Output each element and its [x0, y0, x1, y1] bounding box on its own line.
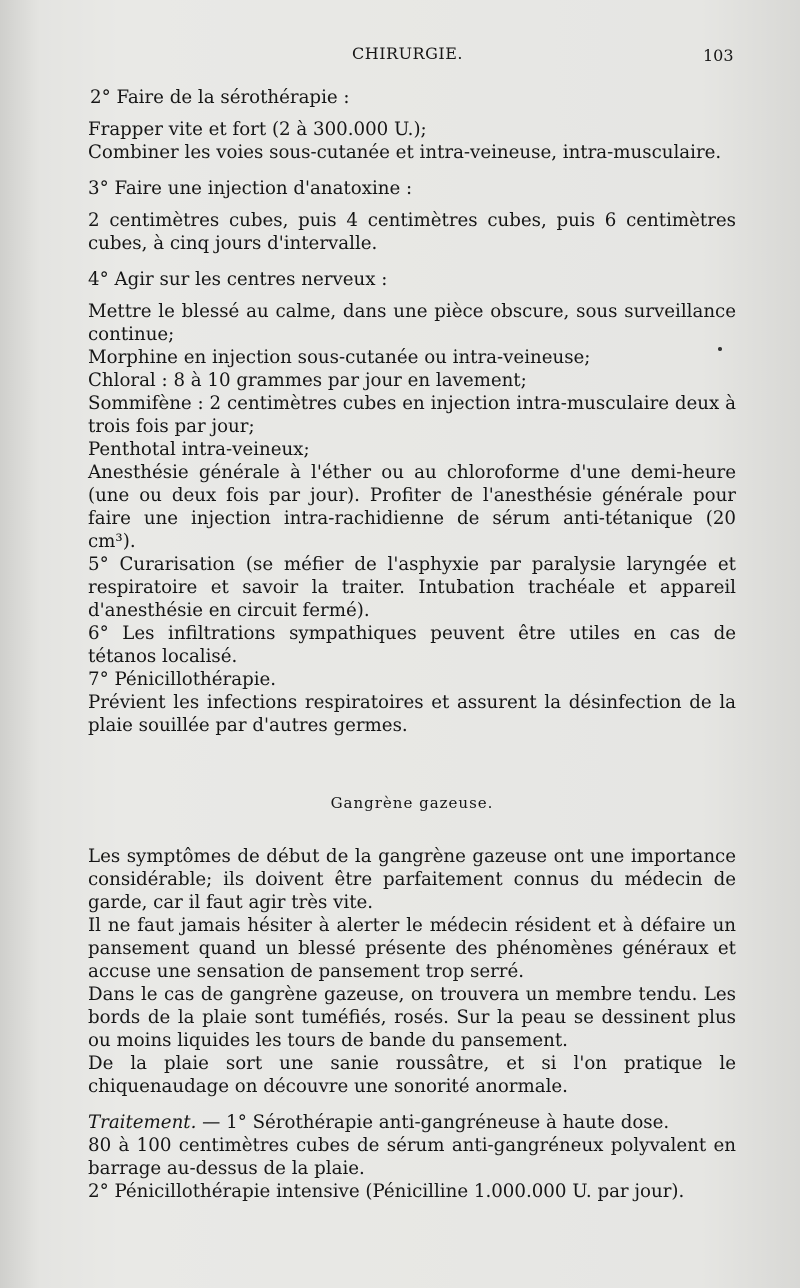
- paragraph: Morphine en injection sous-cutanée ou intra-veineuse;: [88, 347, 591, 368]
- item-6-paragraph: 6° Les infiltrations sympathiques peuvent être utiles en cas de tétanos localisé.: [88, 623, 736, 667]
- paragraph: 2 centimètres cubes, puis 4 centimètres cubes, puis 6 centimètres cubes, à cinq jours d'intervalle.: [88, 210, 736, 254]
- treatment-paragraph: [88, 1111, 736, 1134]
- paragraph: 80 à 100 centimètres cubes de sérum anti-gangréneux polyvalent en barrage au-dessus de la plaie.: [88, 1135, 736, 1179]
- treatment-label: Traitement.: [88, 1112, 197, 1133]
- paragraph: Anesthésie générale à l'éther ou au chloroforme d'une demi-heure (une ou deux fois par jour). Profiter de l'anesthésie générale pour faire une injection intra-rachidienne de sérum anti-tétanique (20 cm³).: [88, 462, 736, 552]
- page-header: [0, 44, 800, 74]
- item-7-heading: 7° Pénicillothérapie.: [88, 669, 277, 690]
- page-body: [88, 86, 736, 1203]
- paragraph: Les symptômes de début de la gangrène gazeuse ont une importance considérable; ils doivent être parfaitement connus du médecin de garde, car il faut agir très vite.: [88, 846, 736, 913]
- page-number: 103: [703, 46, 734, 65]
- paragraph: Sommifène : 2 centimètres cubes en injection intra-musculaire deux à trois fois par jour;: [88, 393, 736, 437]
- item-4-heading: 4° Agir sur les centres nerveux :: [88, 269, 388, 290]
- paragraph: Chloral : 8 à 10 grammes par jour en lavement;: [88, 370, 527, 391]
- treatment-item-1: — 1° Sérothérapie anti-gangréneuse à haute dose.: [196, 1112, 670, 1133]
- item-5-paragraph: 5° Curarisation (se méfier de l'asphyxie par paralysie laryngée et respiratoire et savoir la traiter. Intubation trachéale et appareil d'anesthésie en circuit fermé).: [88, 554, 736, 621]
- section-title: Gangrène gazeuse.: [330, 794, 494, 812]
- paragraph: Dans le cas de gangrène gazeuse, on trouvera un membre tendu. Les bords de la plaie sont tuméfiés, rosés. Sur la peau se dessinent plus ou moins liquides les tours de bande du pansement.: [88, 984, 736, 1051]
- paragraph: Prévient les infections respiratoires et assurent la désinfection de la plaie souillée par d'autres germes.: [88, 692, 736, 736]
- paragraph: Penthotal intra-veineux;: [88, 439, 310, 460]
- paragraph: De la plaie sort une sanie roussâtre, et si l'on pratique le chiquenaudage on découvre une sonorité anormale.: [88, 1053, 736, 1097]
- running-title: CHIRURGIE.: [352, 44, 463, 63]
- paragraph: Mettre le blessé au calme, dans une pièce obscure, sous surveillance continue;: [88, 301, 736, 345]
- paragraph: Il ne faut jamais hésiter à alerter le médecin résident et à défaire un pansement quand un blessé présente des phénomènes généraux et accuse une sensation de pansement trop serré.: [88, 915, 736, 982]
- paragraph: Frapper vite et fort (2 à 300.000 U.);: [88, 119, 427, 140]
- paragraph: 2° Pénicillothérapie intensive (Pénicilline 1.000.000 U. par jour).: [88, 1181, 685, 1202]
- item-2-heading: 2° Faire de la sérothérapie :: [90, 87, 350, 108]
- ink-speck: [718, 347, 722, 351]
- paragraph: Combiner les voies sous-cutanée et intra-veineuse, intra-musculaire.: [88, 142, 722, 163]
- item-3-heading: 3° Faire une injection d'anatoxine :: [88, 178, 413, 199]
